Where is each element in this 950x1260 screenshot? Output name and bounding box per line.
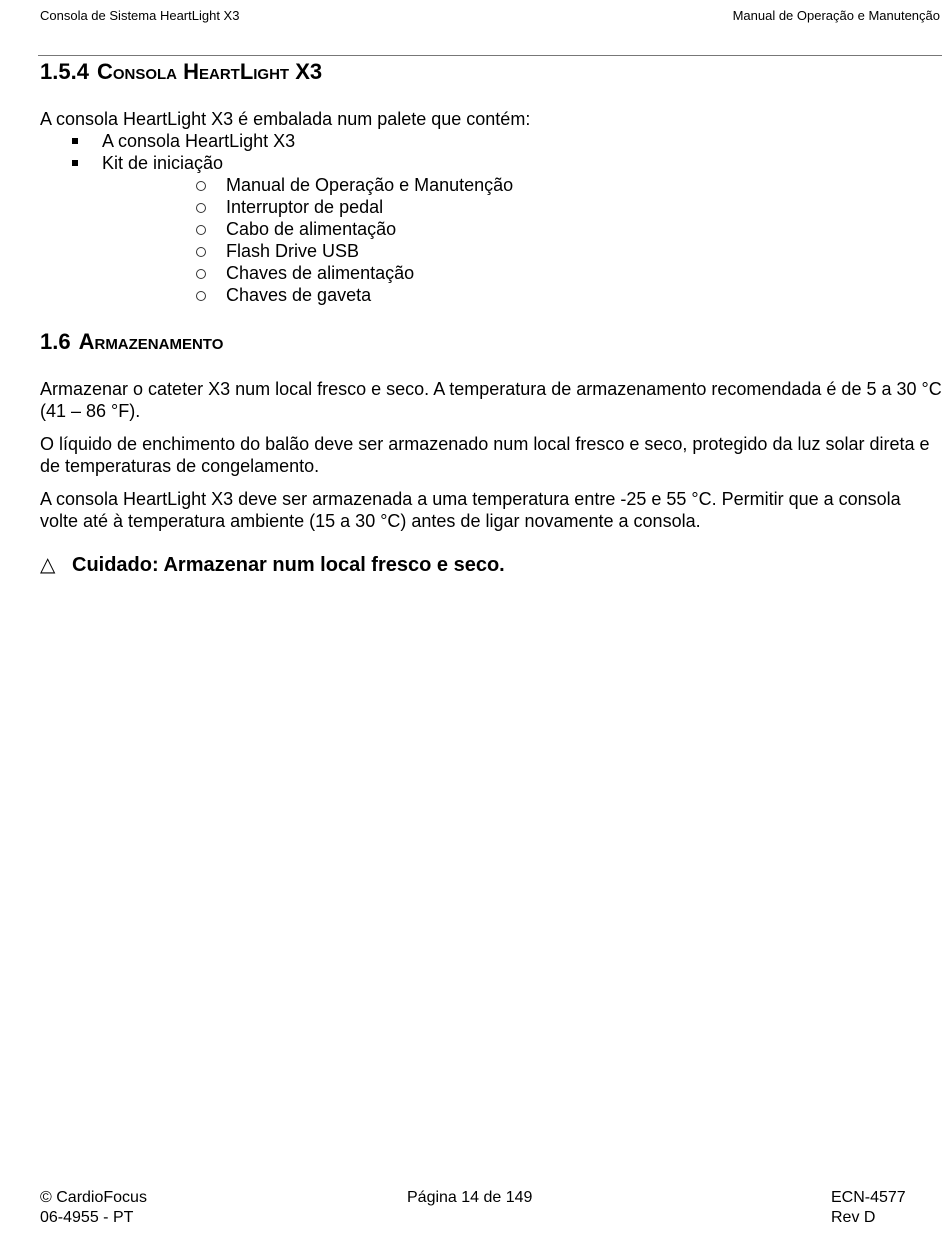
circle-bullet-icon [196, 225, 206, 235]
circle-bullet-icon [196, 269, 206, 279]
section-heading-1-5-4 [40, 58, 942, 86]
sub-list-item [102, 218, 942, 240]
footer-right [831, 1188, 906, 1228]
sub-list-item [102, 196, 942, 218]
list-item-label: A consola HeartLight X3 [102, 131, 296, 151]
sub-list-item [102, 174, 942, 196]
sub-list-item [102, 262, 942, 284]
caution-text: Cuidado: Armazenar num local fresco e seco. [72, 554, 505, 576]
warning-triangle-icon: △ [40, 554, 56, 576]
footer-document-number: 06-4955 - PT [40, 1209, 134, 1226]
package-contents-list [40, 130, 942, 306]
sub-list-item [102, 240, 942, 262]
circle-bullet-icon [196, 181, 206, 191]
intro-paragraph: A consola HeartLight X3 é embalada num palete que contém: [40, 109, 531, 129]
storage-paragraph-fluid: O líquido de enchimento do balão deve ser armazenado num local fresco e seco, protegido da luz solar direta e de temperaturas de congelamento. [40, 434, 930, 476]
sub-list-item-label: Interruptor de pedal [226, 197, 384, 217]
sub-list-item-label: Manual de Operação e Manutenção [226, 175, 514, 195]
footer-revision: Rev D [831, 1209, 876, 1226]
footer-page-number: Página 14 de 149 [407, 1189, 533, 1206]
section-heading-1-6 [40, 328, 942, 356]
header-manual-title: Manual de Operação e Manutenção [732, 8, 940, 23]
section-title: Consola HeartLight X3 [96, 59, 323, 84]
list-item [40, 130, 942, 152]
sub-list-item [102, 284, 942, 306]
header-divider [38, 55, 942, 56]
circle-bullet-icon [196, 291, 206, 301]
header-document-title: Consola de Sistema HeartLight X3 [40, 8, 240, 23]
storage-paragraph-catheter: Armazenar o cateter X3 num local fresco e seco. A temperatura de armazenamento recomendada é de 5 a 30 °C (41 – 86 °F). [40, 379, 942, 421]
sub-list-item-label: Cabo de alimentação [226, 219, 397, 239]
section-title: Armazenamento [78, 329, 224, 354]
footer-ecn: ECN-4577 [831, 1189, 906, 1206]
footer-copyright: © CardioFocus [40, 1189, 147, 1206]
storage-paragraph-console: A consola HeartLight X3 deve ser armazenada a uma temperatura entre -25 e 55 °C. Permitir que a consola volte até à temperatura ambiente (15 a 30 °C) antes de ligar novamente a consola. [40, 489, 901, 531]
list-item-label: Kit de iniciação [102, 153, 224, 173]
square-bullet-icon [72, 160, 78, 166]
circle-bullet-icon [196, 203, 206, 213]
starter-kit-list [102, 174, 942, 306]
footer-left [40, 1188, 147, 1228]
section-number: 1.5.4 [40, 59, 89, 84]
section-number: 1.6 [40, 329, 71, 354]
circle-bullet-icon [196, 247, 206, 257]
caution-note [40, 552, 942, 578]
sub-list-item-label: Chaves de alimentação [226, 263, 415, 283]
list-item [40, 152, 942, 306]
page-content [40, 58, 942, 578]
sub-list-item-label: Flash Drive USB [226, 241, 360, 261]
square-bullet-icon [72, 138, 78, 144]
sub-list-item-label: Chaves de gaveta [226, 285, 372, 305]
